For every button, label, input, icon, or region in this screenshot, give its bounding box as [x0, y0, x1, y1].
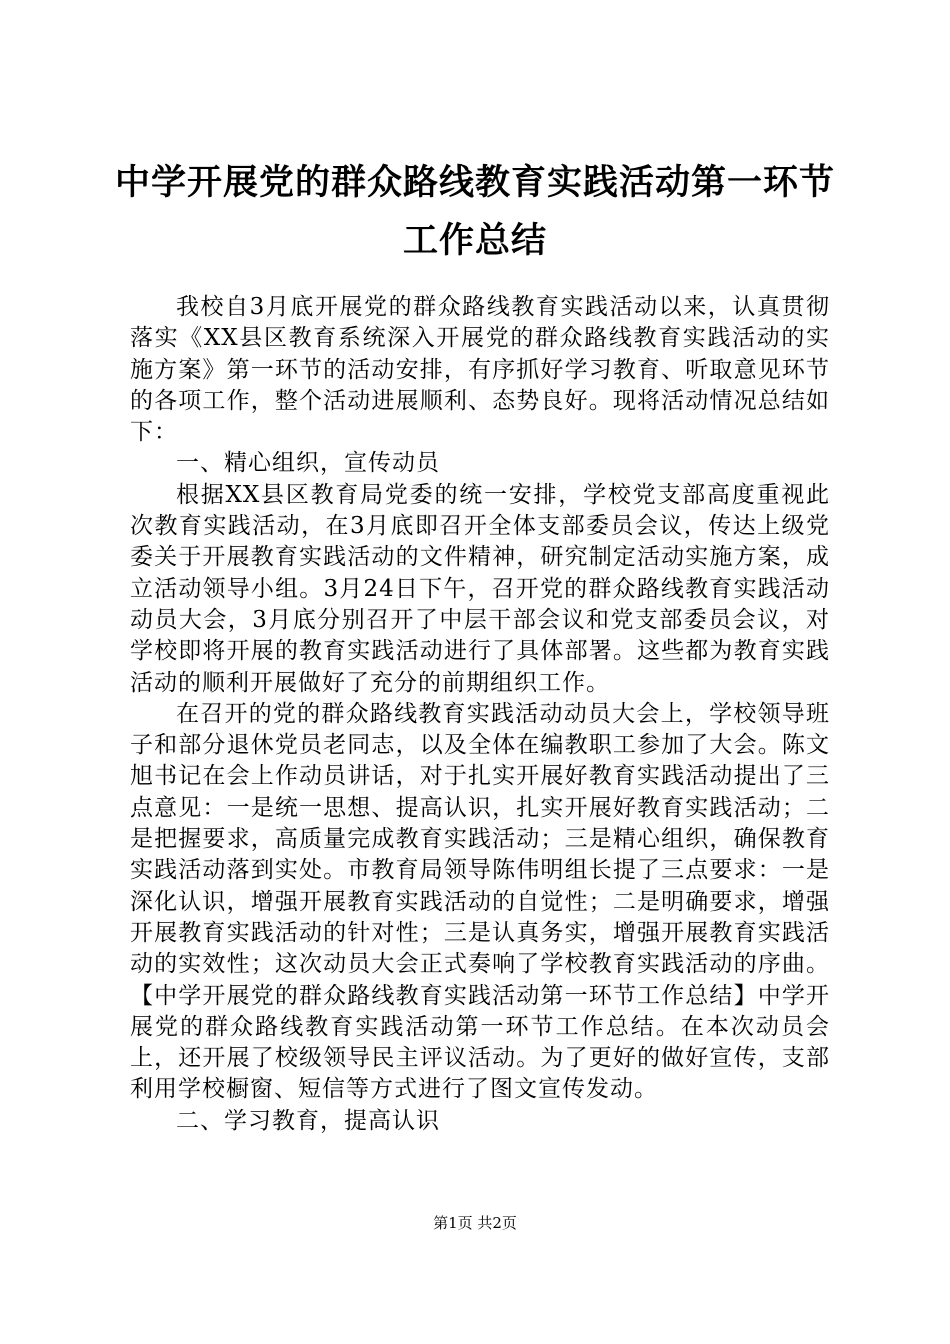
section-1-paragraph-1: 根据XX县区教育局党委的统一安排，学校党支部高度重视此次教育实践活动，在3月底即召开全体支部委员会议，传达上级党委关于开展教育实践活动的文件精神，研究制定活动实施方案，成立活动领导小组。3月24日下午，召开党的群众路线教育实践活动动员大会，3月底分别召开了中层干部会议和党支部委员会议，对学校即将开展的教育实践活动进行了具体部署。这些都为教育实践活动的顺利开展做好了充分的前期组织工作。 — [130, 481, 830, 696]
title-line-2: 工作总结 — [402, 221, 547, 261]
intro-paragraph: 我校自3月底开展党的群众路线教育实践活动以来，认真贯彻落实《XX县区教育系统深入开展党的群众路线教育实践活动的实施方案》第一环节的活动安排，有序抓好学习教育、听取意见环节的各项工作，整个活动进展顺利、态势良好。现将活动情况总结如下： — [130, 294, 830, 446]
section-heading-1: 一、精心组织，宣传动员 — [176, 450, 440, 477]
document-body — [130, 292, 830, 1137]
title-line-1: 中学开展党的群众路线教育实践活动第一环节 — [114, 163, 835, 203]
document-title — [60, 158, 890, 266]
section-1-paragraph-2: 在召开的党的群众路线教育实践活动动员大会上，学校领导班子和部分退休党员老同志，以及全体在编教职工参加了大会。陈文旭书记在会上作动员讲话，对于扎实开展好教育实践活动提出了三点意见：一是统一思想、提高认识，扎实开展好教育实践活动；二是把握要求，高质量完成教育实践活动；三是精心组织，确保教育实践活动落到实处。市教育局领导陈伟明组长提了三点要求：一是深化认识，增强开展教育实践活动的自觉性；二是明确要求，增强开展教育实践活动的针对性；三是认真务实，增强开展教育实践活动的实效性；这次动员大会正式奏响了学校教育实践活动的序曲。【中学开展党的群众路线教育实践活动第一环节工作总结】中学开展党的群众路线教育实践活动第一环节工作总结。在本次动员会上，还开展了校级领导民主评议活动。为了更好的做好宣传，支部利用学校橱窗、短信等方式进行了图文宣传发动。 — [130, 700, 830, 1103]
section-heading-2: 二、学习教育，提高认识 — [176, 1107, 440, 1134]
page-footer: 第1页 共2页 — [433, 1214, 517, 1232]
